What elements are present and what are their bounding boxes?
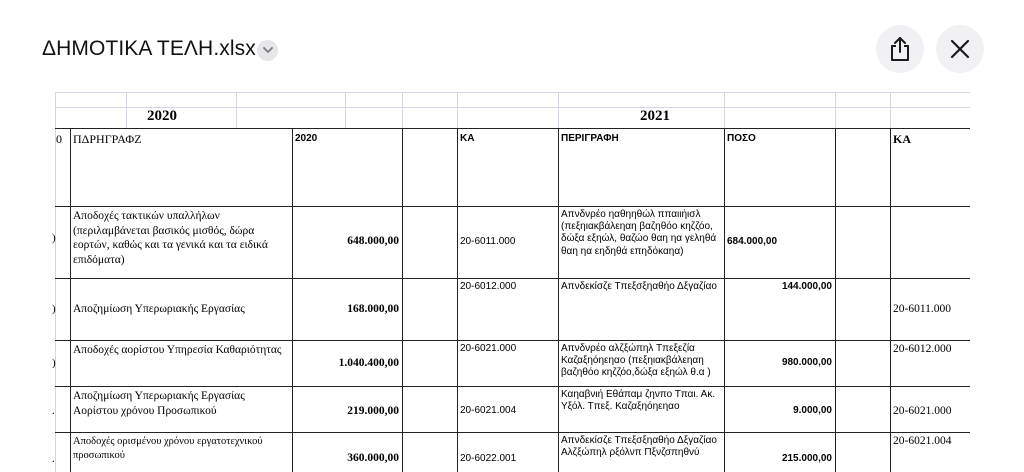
description-2020[interactable]: Αποζημίωση Υπερωριακής Εργασίας bbox=[73, 303, 245, 315]
share-button[interactable] bbox=[876, 25, 924, 73]
description-2021[interactable]: Απνδεκίσζε Τπεξσξηαθήο Δξγαζίαο bbox=[561, 281, 717, 292]
border-line bbox=[402, 128, 403, 472]
spreadsheet[interactable] bbox=[0, 92, 1024, 472]
grid-line bbox=[55, 92, 970, 93]
border-line bbox=[55, 432, 970, 433]
grid-line bbox=[558, 92, 559, 128]
description-2021[interactable]: Απνδεκίσζε Τπεξσξηαθήο Δξγαζίαο Αλζξώπηλ ρξόλνπ Πξνζσπηθνύ bbox=[561, 435, 717, 459]
year-2021-label: 2021 bbox=[640, 108, 670, 124]
ka-far[interactable]: 20-6011.000 bbox=[893, 303, 952, 315]
grid-line bbox=[457, 92, 458, 128]
ka-header-far: ΚΑ bbox=[893, 132, 911, 146]
amount-2020[interactable]: 168.000,00 bbox=[347, 303, 399, 315]
ka-far[interactable]: 20-6021.000 bbox=[893, 405, 952, 417]
row-index: ) bbox=[52, 303, 56, 315]
description-2021[interactable]: Απνδνρέο ηαθηηθώλ ππαιιήισλ (πεξηιακβάλεηαη βαζηθόο κηζζόο, δώξα εξηώλ, θαζώο θαη ηα γεληθά θαη ηα εηδηθά επηδόκαηα) bbox=[561, 209, 717, 257]
amount-2021[interactable]: 144.000,00 bbox=[781, 281, 832, 292]
file-title: ΔΗΜΟΤΙΚΑ ΤΕΛΗ.xlsx bbox=[42, 37, 256, 60]
grid-line bbox=[236, 92, 237, 128]
description-header-2021: ΠΕΡΙΓΡΑΦΗ bbox=[561, 133, 619, 144]
ka-2021[interactable]: 20-6021.000 bbox=[460, 343, 517, 354]
description-header-2020: ΠΔΡΗΓΡΑΦΖ bbox=[73, 132, 142, 146]
amount-2021[interactable]: 9.000,00 bbox=[793, 405, 832, 416]
border-line bbox=[70, 128, 71, 472]
amount-2021[interactable]: 980.000,00 bbox=[781, 357, 832, 368]
amount-2020[interactable]: 360.000,00 bbox=[347, 452, 399, 464]
title-menu-button[interactable] bbox=[257, 40, 278, 61]
border-line bbox=[55, 278, 970, 279]
border-line bbox=[457, 128, 458, 472]
border-line bbox=[835, 128, 836, 472]
description-2020[interactable]: Αποδοχές αορίστου Υπηρεσία Καθαριότητας bbox=[73, 344, 282, 356]
amount-2021[interactable]: 684.000,00 bbox=[727, 236, 778, 247]
border-line bbox=[724, 128, 725, 472]
share-icon bbox=[889, 36, 911, 62]
ka-far[interactable]: 20-6021.004 bbox=[893, 435, 952, 447]
description-2021[interactable]: Καηαβνιή Εθάπαμ ζηνπο Τπαι. Ακ. Υξόλ. Τπεξ. Καζαξηόηεηαο bbox=[561, 389, 716, 413]
ka-2021[interactable]: 20-6011.000 bbox=[460, 236, 516, 247]
year-2020-label: 2020 bbox=[147, 108, 177, 124]
close-icon bbox=[950, 39, 970, 59]
description-2021[interactable]: Απνδνρέο αλζξώπηλ Τπεξεζία Καζαξηόηεηαο (πεξηιακβάλεηαη βαζηθόο κηζζόο,δώξα εξηώλ θ.α ) bbox=[561, 343, 711, 379]
row-index: . bbox=[52, 453, 55, 465]
description-2020[interactable]: Αποδοχές ορισμένου χρόνου εργατοτεχνικού προσωπικού bbox=[73, 436, 263, 461]
amount-header-2020: 2020 bbox=[295, 133, 318, 144]
border-line bbox=[292, 128, 293, 472]
row-index: ) bbox=[52, 357, 56, 369]
ka-2021[interactable]: 20-6022.001 bbox=[460, 453, 517, 464]
amount-2020[interactable]: 1.040.400,00 bbox=[338, 357, 399, 369]
grid-line bbox=[345, 92, 346, 128]
description-2020[interactable]: Αποδοχές τακτικών υπαλλήλων (περιλαμβάνεται βασικός μισθός, δώρα εορτών, καθώς και τα γενικά και τα ειδικά επιδόματα) bbox=[73, 210, 268, 266]
border-line bbox=[55, 340, 970, 341]
chevron-down-icon bbox=[263, 47, 273, 54]
amount-header-2021: ΠΟΣΟ bbox=[727, 133, 756, 144]
ka-2021[interactable]: 20-6012.000 bbox=[460, 281, 517, 292]
amount-2021[interactable]: 215.000,00 bbox=[781, 453, 832, 464]
ka-header: ΚΑ bbox=[460, 133, 475, 144]
grid-line bbox=[724, 92, 725, 128]
row-index: ) bbox=[52, 232, 56, 244]
row-index: . bbox=[52, 405, 55, 417]
amount-2020[interactable]: 648.000,00 bbox=[347, 235, 399, 247]
close-button[interactable] bbox=[936, 25, 984, 73]
border-line bbox=[55, 386, 970, 387]
border-line bbox=[55, 128, 970, 129]
border-line bbox=[558, 128, 559, 472]
border-line bbox=[890, 128, 891, 472]
amount-2020[interactable]: 219.000,00 bbox=[347, 405, 399, 417]
border-line bbox=[55, 206, 970, 207]
ka-2021[interactable]: 20-6021.004 bbox=[460, 405, 517, 416]
row-index-header: 0 bbox=[56, 132, 62, 146]
ka-far[interactable]: 20-6012.000 bbox=[893, 343, 952, 355]
description-2020[interactable]: Αποζημίωση Υπερωριακής Εργασίας Αορίστου χρόνου Προσωπικού bbox=[73, 390, 245, 417]
